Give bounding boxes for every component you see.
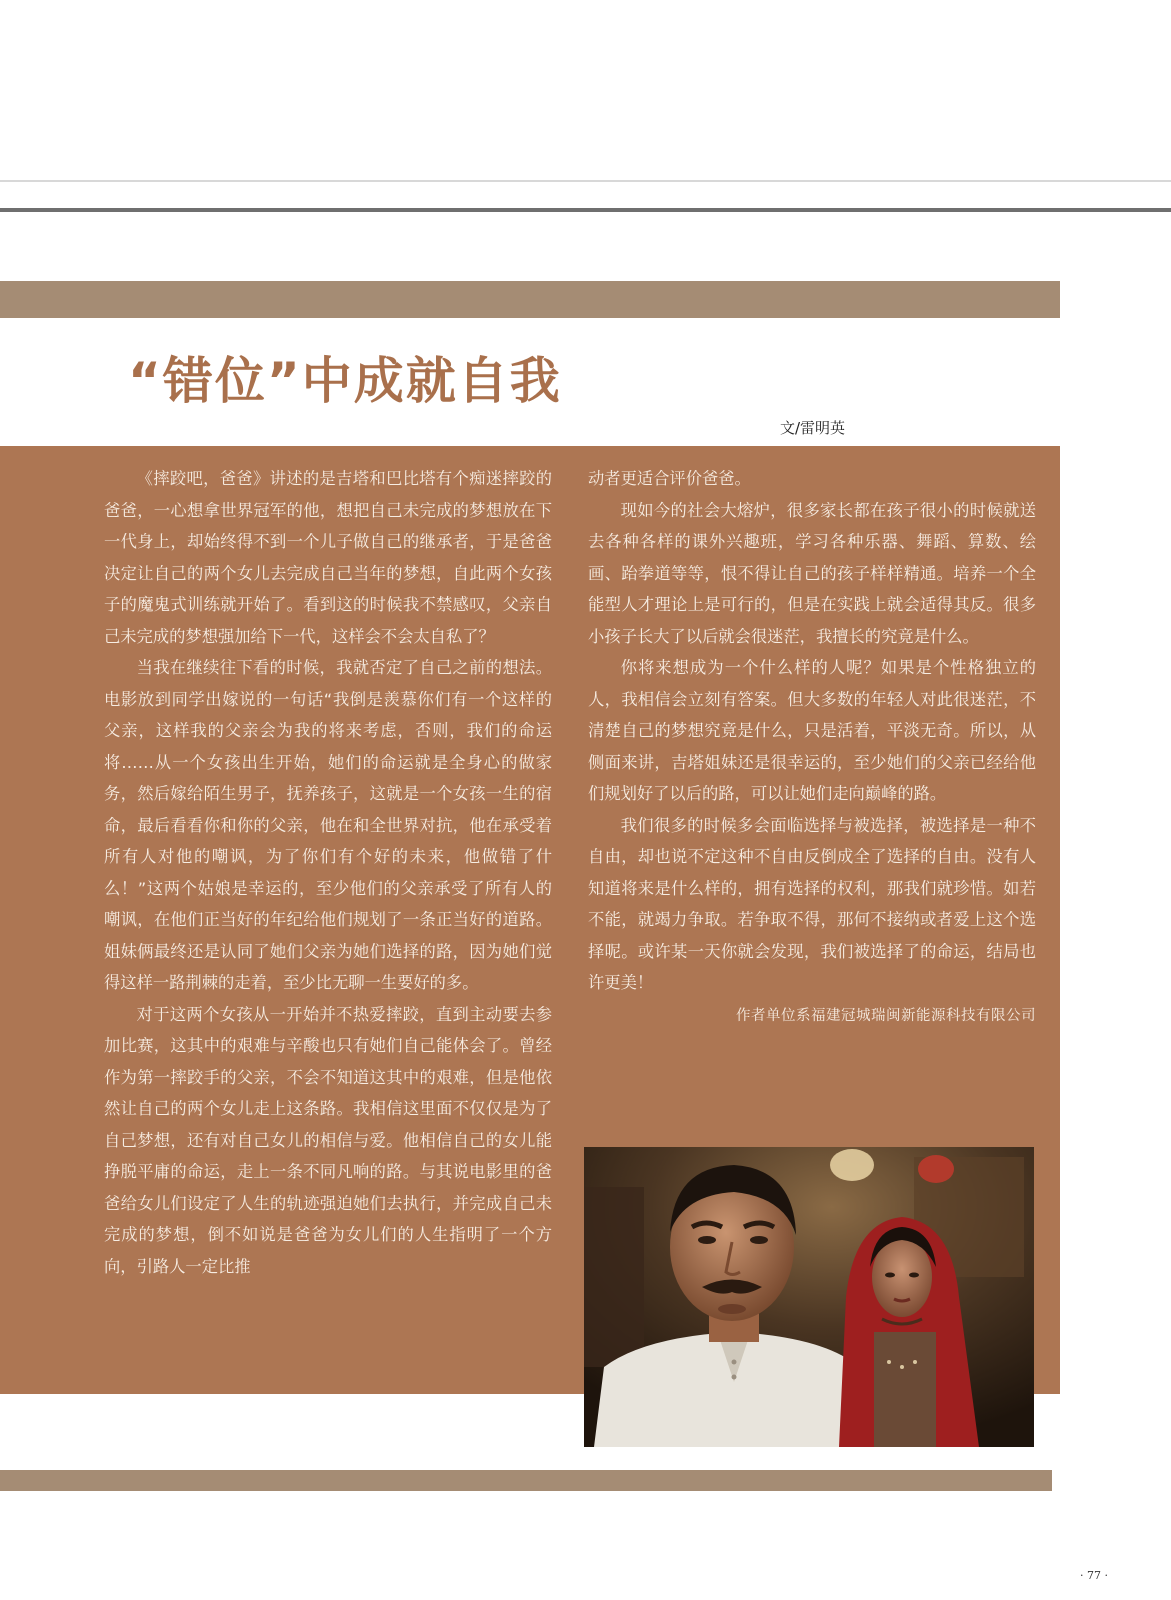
film-still-photo-icon [584,1147,1034,1447]
header-thin-rule [0,180,1171,182]
article-paragraph: 《摔跤吧，爸爸》讲述的是吉塔和巴比塔有个痴迷摔跤的爸爸，一心想拿世界冠军的他，想把自己未完成的梦想放在下一代身上，却始终得不到一个儿子做自己的继承者，于是爸爸决定让自己的两个女儿去完成自己当年的梦想，自此两个女孩子的魔鬼式训练就开始了。看到这的时候我不禁感叹，父亲自己未完成的梦想强加给下一代，这样会不会太自私了？ [104,469,552,646]
article-title: “错位”中成就自我 [128,352,562,410]
page-number: · 77 · [1080,1569,1108,1582]
bottom-accent-band [0,1470,1052,1491]
article-paragraph: 动者更适合评价爸爸。 [588,469,751,488]
author-affiliation: 作者单位系福建冠城瑞闽新能源科技有限公司 [736,1007,1036,1024]
film-still-photo [584,1147,1034,1447]
header-thick-rule [0,208,1171,212]
article-paragraph: 现如今的社会大熔炉，很多家长都在孩子很小的时候就送去各种各样的课外兴趣班，学习各种乐器、舞蹈、算数、绘画、跆拳道等等，恨不得让自己的孩子样样精通。培养一个全能型人才理论上是可行的，但是在实践上就会适得其反。很多小孩子长大了以后就会很迷茫，我擅长的究竟是什么。 [588,500,1036,646]
article-column-right [588,463,1036,1032]
article-paragraph: 你将来想成为一个什么样的人呢？如果是个性格独立的人，我相信会立刻有答案。但大多数的年轻人对此很迷茫，不清楚自己的梦想究竟是什么，只是活着，平淡无奇。所以，从侧面来讲，吉塔姐妹还是很幸运的，至少她们的父亲已经给他们规划好了以后的路，可以让她们走向巅峰的路。 [588,658,1036,803]
article-paragraph: 当我在继续往下看的时候，我就否定了自己之前的想法。电影放到同学出嫁说的一句话“我倒是羡慕你们有一个这样的父亲，这样我的父亲会为我的将来考虑，否则，我们的命运将……从一个女孩出生开始，她们的命运就是全身心的做家务，然后嫁给陌生男子，抚养孩子，这就是一个女孩一生的宿命，最后看看你和你的父亲，他在和全世界对抗，他在承受着所有人对他的嘲讽，为了你们有个好的未来，他做错了什么！”这两个姑娘是幸运的，至少他们的父亲承受了所有人的嘲讽，在他们正当好的年纪给他们规划了一条正当好的道路。姐妹俩最终还是认同了她们父亲为她们选择的路，因为她们觉得这样一路荆棘的走着，至少比无聊一生要好的多。 [104,658,552,992]
right-column-paragraphs [588,463,1036,999]
article-paragraph: 我们很多的时候多会面临选择与被选择，被选择是一种不自由，却也说不定这种不自由反倒成全了选择的自由。没有人知道将来是什么样的，拥有选择的权利，那我们就珍惜。如若不能，就竭力争取。若争取不得，那何不接纳或者爱上这个选择呢。或许某一天你就会发现，我们被选择了的命运，结局也许更美！ [588,815,1036,992]
article-column-left [104,463,552,1282]
article-paragraph: 对于这两个女孩从一开始并不热爱摔跤，直到主动要去参加比赛，这其中的艰难与辛酸也只有她们自己能体会了。曾经作为第一摔跤手的父亲，不会不知道这其中的艰难，但是他依然让自己的两个女儿走上这条路。我相信这里面不仅仅是为了自己梦想，还有对自己女儿的相信与爱。他相信自己的女儿能挣脱平庸的命运，走上一条不同凡响的路。与其说电影里的爸爸给女儿们设定了人生的轨迹强迫她们去执行，并完成自己未完成的梦想，倒不如说是爸爸为女儿们的人生指明了一个方向，引路人一定比推 [104,1004,552,1276]
author-byline: 文/雷明英 [780,419,846,437]
top-accent-band [0,281,1060,318]
